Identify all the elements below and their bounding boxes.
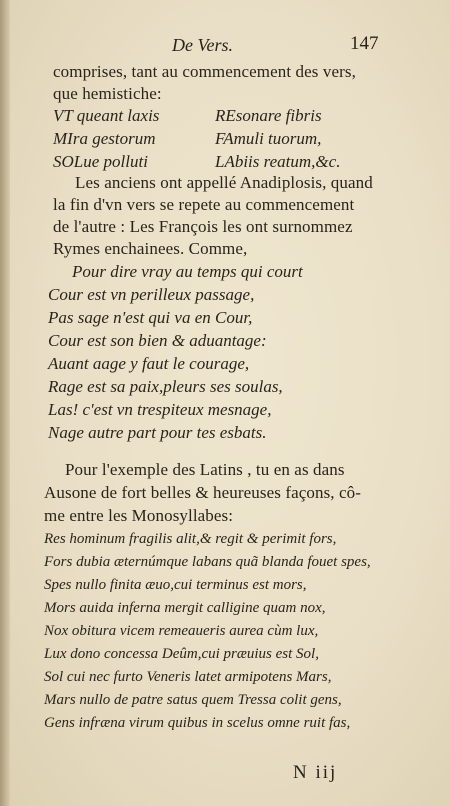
acrostic-left: VT queant laxis (53, 106, 160, 125)
paragraph-line: Rymes enchainees. Comme, (53, 239, 248, 258)
poem-line: Pas sage n'est qui va en Cour, (48, 308, 253, 327)
acrostic-right: REsonare fibris (215, 106, 322, 125)
paragraph-line: Pour l'exemple des Latins , tu en as dans (65, 460, 345, 479)
acrostic-left: MIra gestorum (53, 129, 156, 148)
text-line: comprises, tant au commencement des vers, (53, 62, 356, 81)
latin-verse-line: Nox obitura vicem remeaueris aurea cùm lux, (44, 623, 319, 639)
latin-verse-line: Lux dono concessa Deûm,cui præuius est Sol, (44, 646, 319, 662)
poem-line: Auant aage y faut le courage, (48, 354, 250, 373)
poem-line: Rage est sa paix,pleurs ses soulas, (48, 377, 283, 396)
signature-mark: N iij (293, 762, 338, 783)
page-gutter-shadow (0, 0, 10, 806)
running-head: De Vers. (172, 35, 233, 55)
poem-line: Cour est son bien & aduantage: (48, 331, 267, 350)
paragraph-line: Les anciens ont appellé Anadiplosis, quand (75, 173, 373, 192)
text-line: que hemistiche: (53, 84, 162, 103)
poem-line: Pour dire vray au temps qui court (72, 262, 303, 281)
latin-verse-line: Res hominum fragilis alit,& regit & perimit fors, (44, 531, 337, 547)
latin-verse-line: Mors auida inferna mergit calligine quam nox, (44, 600, 326, 616)
paragraph-line: Ausone de fort belles & heureuses façons, cô- (44, 483, 362, 502)
poem-line: Cour est vn perilleux passage, (48, 285, 255, 304)
acrostic-right: FAmuli tuorum, (215, 129, 322, 148)
acrostic-right: LAbiis reatum,&c. (215, 152, 341, 171)
latin-verse-line: Mars nullo de patre satus quem Tressa colit gens, (44, 692, 342, 708)
paragraph-line: me entre les Monosyllabes: (44, 506, 234, 525)
latin-verse-line: Sol cui nec furto Veneris latet armipotens Mars, (44, 669, 332, 685)
paragraph-line: la fin d'vn vers se repete au commencement (53, 195, 355, 214)
latin-verse-line: Gens infræna virum quibus in scelus omne ruit fas, (44, 715, 351, 731)
paragraph-line: de l'autre : Les François les ont surnommez (53, 217, 353, 236)
poem-line: Las! c'est vn trespiteux mesnage, (48, 400, 272, 419)
latin-verse-line: Fors dubia æternúmque labans quã blanda fouet spes, (44, 554, 371, 570)
latin-verse-line: Spes nullo finita æuo,cui terminus est mors, (44, 577, 307, 593)
acrostic-left: SOLue polluti (53, 152, 148, 171)
page-number: 147 (350, 33, 379, 54)
poem-line: Nage autre part pour tes esbats. (48, 423, 267, 442)
